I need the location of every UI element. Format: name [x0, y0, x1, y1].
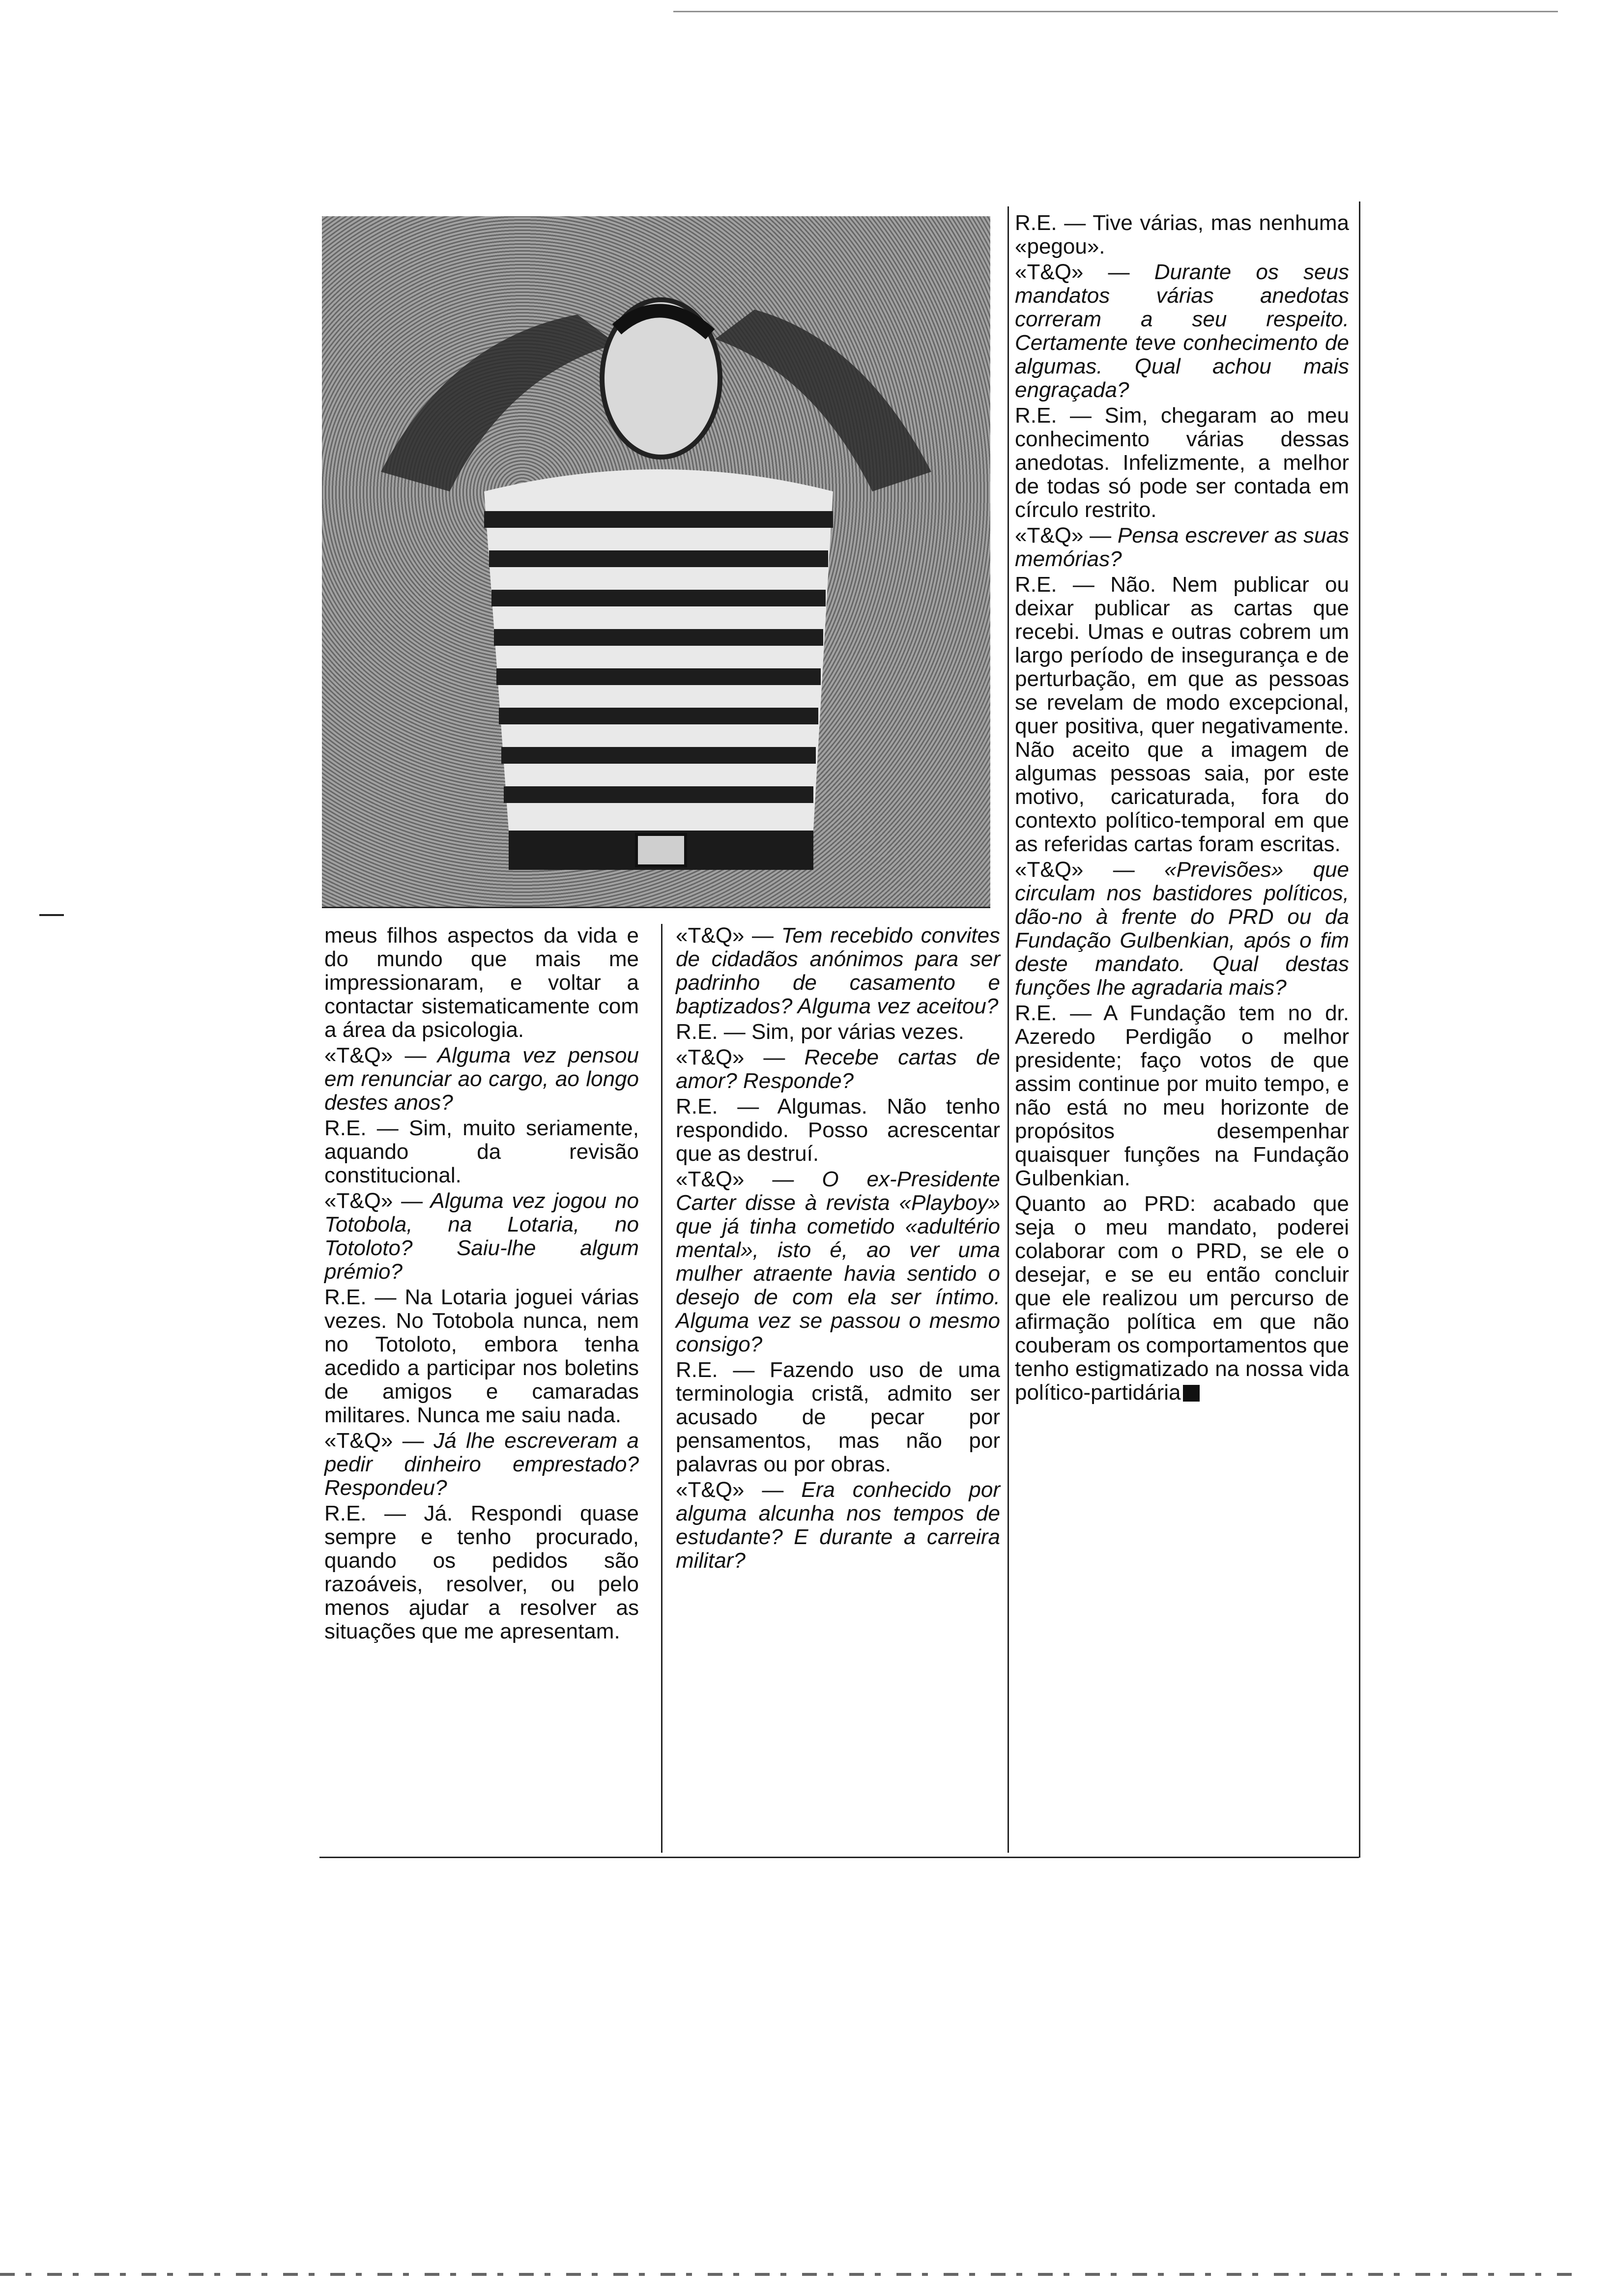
- margin-mark: [39, 914, 64, 916]
- question: [676, 1046, 1000, 1093]
- answer: R.E. — A Fundação tem no dr. Azeredo Perdigão o melhor presidente; faço votos de que assim continue por muito tempo, e não está no meu horizonte de propósitos desempenhar quaisquer funções na Fundação Gulbenkian.: [1015, 1001, 1349, 1190]
- end-mark-icon: [1183, 1385, 1200, 1402]
- portrait-illustration: [322, 216, 990, 907]
- answer: R.E. — Na Lotaria joguei várias vezes. No Totobola nunca, nem no Totoloto, embora tenha acedido a participar nos boletins de amigos e camaradas militares. Nunca me saiu nada.: [324, 1285, 639, 1427]
- question-text: Alguma vez jogou no Totobola, na Lotaria, no Totoloto? Saiu-lhe algum prémio?: [324, 1189, 639, 1284]
- question-text: Era conhecido por alguma alcunha nos tempos de estudante? E durante a carreira militar?: [676, 1478, 1000, 1573]
- scan-bottom-noise: [0, 2273, 1573, 2276]
- answer: R.E. — Tive várias, mas nenhuma «pegou».: [1015, 211, 1349, 258]
- right-border: [1359, 201, 1360, 1858]
- question: [676, 1478, 1000, 1573]
- question-text: Durante os seus mandatos várias anedotas correram a seu respeito. Certamente teve conhecimento de algumas. Qual achou mais engraçada?: [1015, 260, 1349, 402]
- column-divider: [1008, 206, 1009, 1853]
- answer: R.E. — Algumas. Não tenho respondido. Posso acrescentar que as destruí.: [676, 1094, 1000, 1166]
- answer: R.E. — Sim, chegaram ao meu conhecimento várias dessas anedotas. Infelizmente, a melhor de todas só pode ser contada em círculo restrito.: [1015, 403, 1349, 522]
- question: [324, 1044, 639, 1115]
- question-tag: «T&Q» —: [324, 1189, 423, 1213]
- question-tag: «T&Q» —: [676, 1167, 794, 1191]
- question-tag: «T&Q» —: [676, 923, 774, 947]
- question: [676, 1168, 1000, 1356]
- question: [324, 1429, 639, 1500]
- top-rule: [673, 11, 1558, 12]
- article-column-1: [324, 924, 639, 1645]
- closing-text: Quanto ao PRD: acabado que seja o meu mandato, poderei colaborar com o PRD, se ele o desejar, e se eu então concluir que ele realizou um percurso de afirmação política em que não couberam os comportamentos que tenho estigmatizado na nossa vida político-partidária: [1015, 1192, 1349, 1405]
- question-text: Já lhe escreveram a pedir dinheiro emprestado? Respondeu?: [324, 1429, 639, 1500]
- bottom-rule: [319, 1857, 1359, 1858]
- question-text: O ex-Presidente Carter disse à revista «Playboy» que já tinha cometido «adultério mental», isto é, ao ver uma mulher atraente havia sentido o desejo de com ela ser íntimo. Alguma vez se passou o mesmo consigo?: [676, 1167, 1000, 1356]
- question: [1015, 260, 1349, 402]
- column-divider: [661, 924, 662, 1853]
- question-tag: «T&Q» —: [676, 1045, 785, 1069]
- question-text: Recebe cartas de amor? Responde?: [676, 1045, 1000, 1093]
- paragraph: meus filhos aspectos da vida e do mundo que mais me impressionaram, e voltar a contactar sistematicamente com a área da psicologia.: [324, 923, 639, 1042]
- question-tag: «T&Q» —: [324, 1429, 424, 1453]
- answer: R.E. — Fazendo uso de uma terminologia cristã, admito ser acusado de pecar por pensamentos, mas não por palavras ou por obras.: [676, 1358, 1000, 1476]
- article-column-3: [1015, 211, 1349, 1406]
- question: [1015, 858, 1349, 1000]
- answer: [1015, 1192, 1349, 1405]
- question-tag: «T&Q» —: [1015, 858, 1135, 882]
- answer: R.E. — Já. Respondi quase sempre e tenho procurado, quando os pedidos são razoáveis, resolver, ou pelo menos ajudar a resolver as situações que me apresentam.: [324, 1501, 639, 1643]
- question-tag: «T&Q» —: [324, 1043, 427, 1067]
- answer: R.E. — Sim, por várias vezes.: [676, 1020, 964, 1044]
- question: [1015, 524, 1349, 571]
- question-text: «Previsões» que circulam nos bastidores políticos, dão-no à frente do PRD ou da Fundação Gulbenkian, após o fim deste mandato. Qual destas funções lhe agradaria mais?: [1015, 858, 1349, 1000]
- article-photo: [322, 216, 990, 908]
- question-tag: «T&Q» —: [1015, 260, 1130, 284]
- article-column-2: [676, 924, 1000, 1575]
- question-tag: «T&Q» —: [1015, 523, 1112, 547]
- question-text: Pensa escrever as suas memórias?: [1015, 523, 1349, 571]
- answer: R.E. — Sim, muito seriamente, aquando da revisão constitucional.: [324, 1116, 639, 1187]
- question-tag: «T&Q» —: [676, 1478, 784, 1502]
- answer: R.E. — Não. Nem publicar ou deixar publicar as cartas que recebi. Umas e outras cobrem um largo período de insegurança e de perturbação, em que as pessoas se revelam de modo excepcional, quer positiva, quer negativamente. Não aceito que a imagem de algumas pessoas saia, por este motivo, caricaturada, fora do contexto político-temporal em que as referidas cartas foram escritas.: [1015, 573, 1349, 856]
- question: [676, 924, 1000, 1018]
- question-text: Tem recebido convites de cidadãos anónimos para ser padrinho de casamento e baptizados? Alguma vez aceitou?: [676, 923, 1000, 1018]
- question-text: Alguma vez pensou em renunciar ao cargo, ao longo destes anos?: [324, 1043, 639, 1115]
- question: [324, 1189, 639, 1284]
